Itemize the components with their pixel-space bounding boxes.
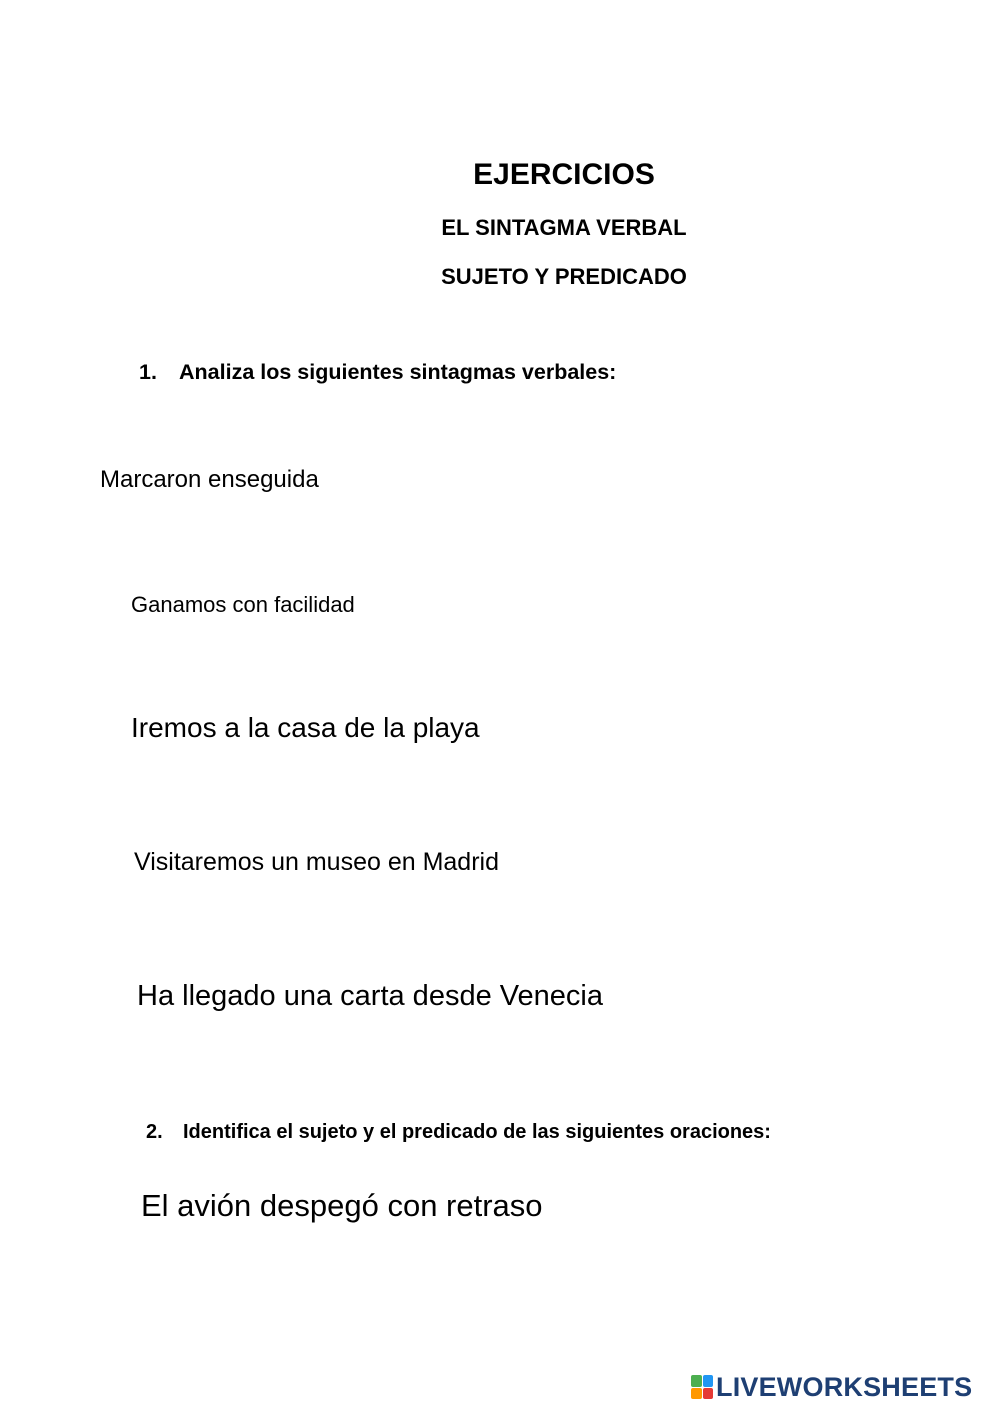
logo-square-orange	[691, 1388, 702, 1400]
exercise-2-item: El avión despegó con retraso	[141, 1188, 543, 1223]
exercise-1-instruction-text: Analiza los siguientes sintagmas verbales:	[179, 360, 617, 384]
logo-square-blue	[703, 1375, 714, 1387]
exercise-1-number: 1.	[139, 360, 157, 384]
logo-square-red	[703, 1388, 714, 1400]
exercise-2-instruction	[146, 1121, 771, 1144]
liveworksheets-logo-text: LIVEWORKSHEETS	[716, 1371, 973, 1402]
page-title: EJERCICIOS	[473, 158, 655, 191]
exercise-1-item: Iremos a la casa de la playa	[131, 712, 480, 743]
logo-square-green	[691, 1375, 702, 1387]
exercise-1-item: Marcaron enseguida	[100, 466, 319, 493]
exercise-1-item: Ganamos con facilidad	[131, 592, 355, 617]
page-subtitle-verbal-phrase: EL SINTAGMA VERBAL	[441, 215, 687, 240]
page-subtitle-subject-predicate: SUJETO Y PREDICADO	[441, 264, 687, 289]
liveworksheets-logo[interactable]	[691, 1373, 972, 1401]
exercise-2-number: 2.	[146, 1121, 163, 1143]
exercise-1-item: Ha llegado una carta desde Venecia	[137, 980, 603, 1012]
exercise-1-item: Visitaremos un museo en Madrid	[134, 848, 499, 876]
exercise-1-instruction	[139, 360, 616, 385]
liveworksheets-logo-icon	[691, 1375, 713, 1399]
exercise-2-instruction-text: Identifica el sujeto y el predicado de las siguientes oraciones:	[183, 1121, 771, 1143]
